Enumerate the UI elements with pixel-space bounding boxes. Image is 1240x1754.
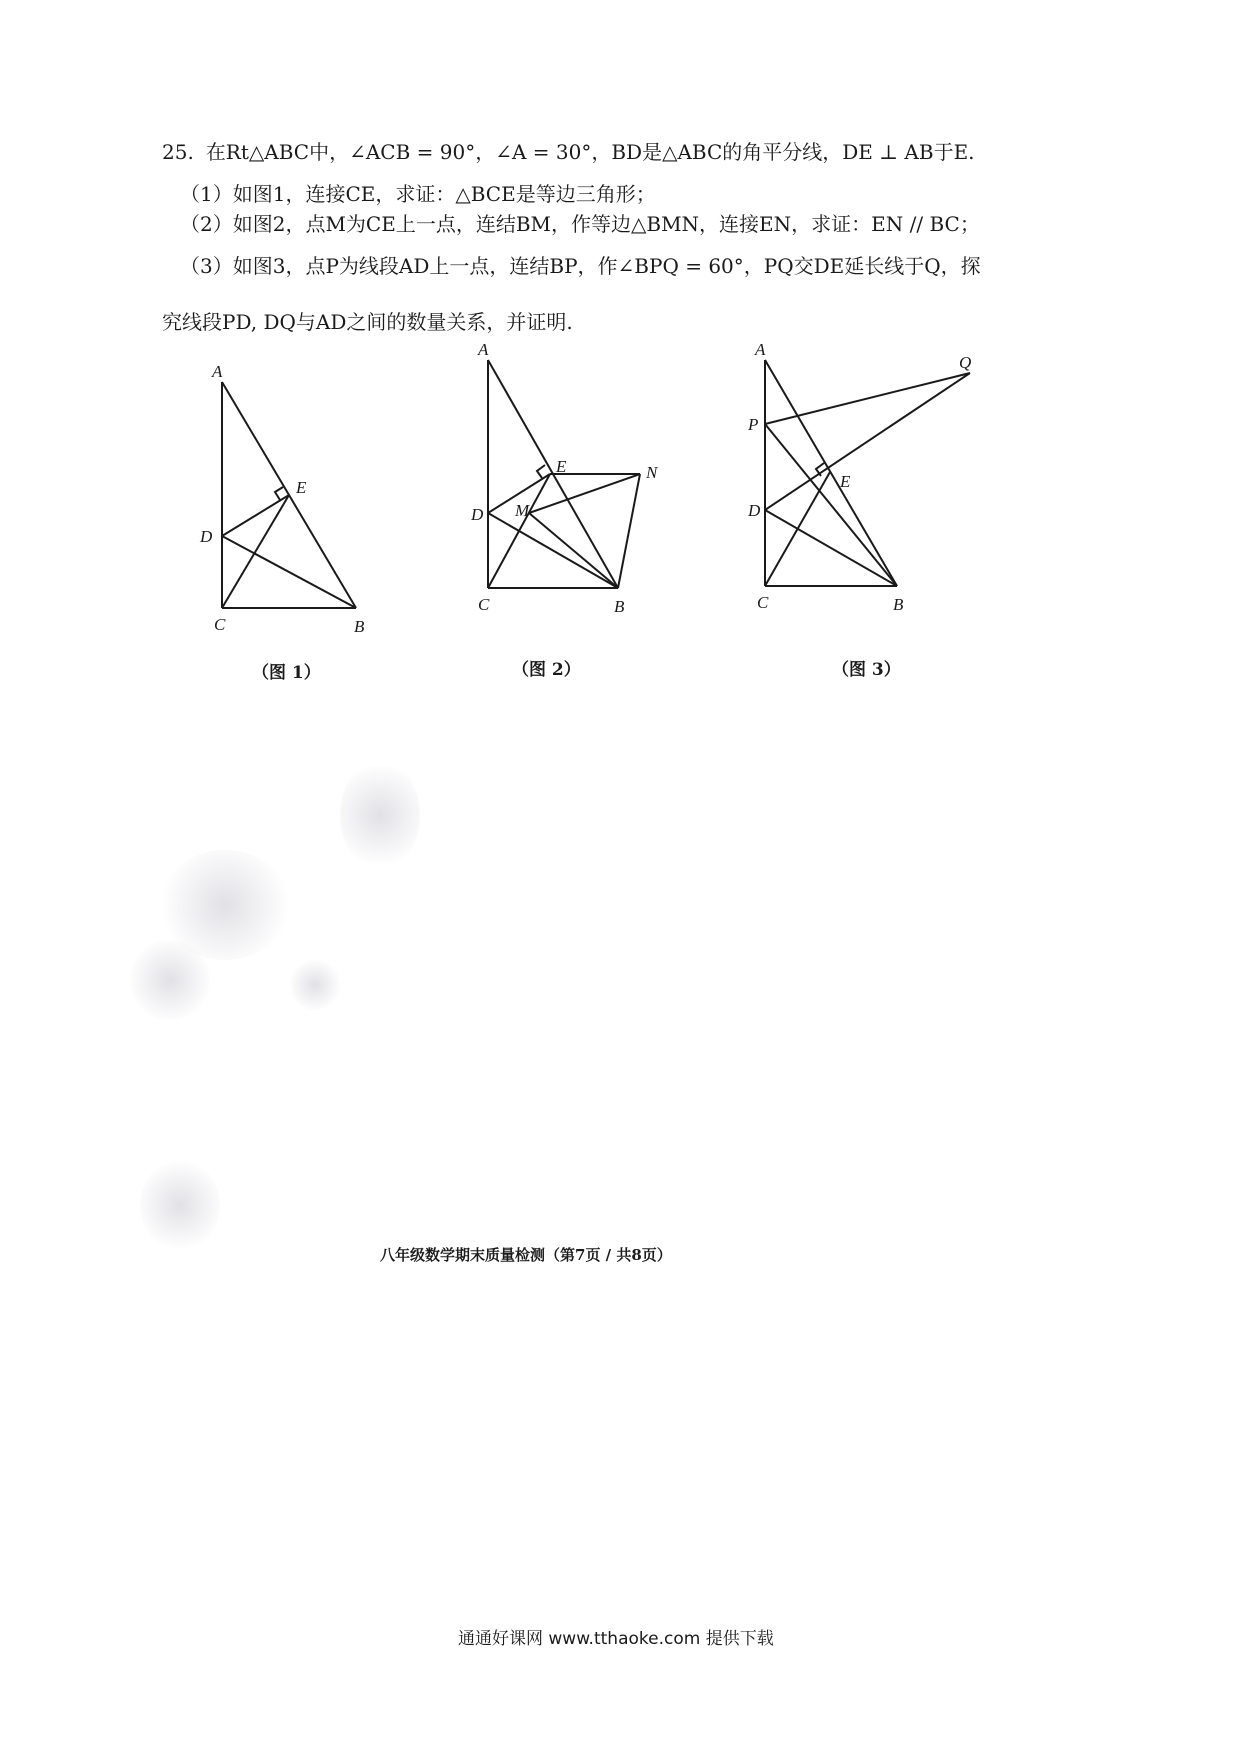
fig2-label-n: N [646, 463, 658, 482]
scan-smudge [290, 960, 340, 1010]
fig2-segment-mb [529, 513, 618, 588]
figure-1-caption: （图 1） [252, 663, 321, 683]
fig2-segment-ce [488, 474, 550, 588]
fig1-segment-ce [222, 495, 289, 608]
fig3-segment-pb [765, 424, 897, 586]
fig2-segment-mn [529, 474, 640, 513]
figure-3-caption: （图 3） [832, 660, 901, 680]
fig3-label-p: P [748, 415, 759, 434]
fig2-label-e: E [556, 457, 567, 476]
fig1-segment-db [222, 536, 356, 608]
question-part-2: （2）如图2，点M为CE上一点，连结BM，作等边△BMN，连接EN，求证：EN // BC； [180, 212, 980, 236]
fig3-label-q: Q [959, 353, 972, 372]
fig2-segment-nb [618, 474, 640, 588]
figure-2-caption: （图 2） [512, 660, 581, 680]
question-number: 25. [162, 140, 194, 164]
question-part-1: （1）如图1，连接CE，求证：△BCE是等边三角形； [180, 182, 656, 206]
question-part-3-line-2: 究线段PD, DQ与AD之间的数量关系，并证明. [162, 310, 573, 334]
fig2-label-a: A [478, 340, 489, 359]
fig1-segment-de [222, 495, 289, 536]
fig1-label-d: D [200, 527, 213, 546]
page-footer: 八年级数学期末质量检测（第7页 / 共8页） [380, 1246, 672, 1264]
question-part-3-line-1: （3）如图3，点P为线段AD上一点，连结BP，作∠BPQ = 60°，PQ交DE延长线于Q，探 [180, 254, 981, 278]
question-stem [162, 138, 975, 166]
scan-smudge [130, 940, 210, 1020]
fig2-label-m: M [515, 501, 530, 520]
fig1-label-a: A [212, 362, 223, 381]
fig3-label-c: C [757, 593, 769, 612]
fig3-segment-dq [765, 373, 970, 510]
fig3-segment-pq [765, 373, 970, 424]
scan-smudge [340, 760, 420, 870]
figure-3 [745, 338, 985, 618]
fig3-segment-db [765, 510, 897, 586]
fig2-right-angle-mark [537, 465, 545, 478]
figure-3-diagram [745, 338, 985, 618]
scan-smudge [140, 1160, 220, 1250]
fig3-label-a: A [755, 340, 766, 359]
fig2-label-b: B [614, 597, 625, 616]
fig1-label-e: E [296, 478, 307, 497]
figure-1 [190, 360, 390, 640]
figure-2-diagram [468, 338, 688, 618]
fig1-label-b: B [354, 617, 365, 636]
fig3-label-d: D [748, 501, 761, 520]
fig3-label-b: B [893, 595, 904, 614]
fig1-right-angle-mark [275, 487, 283, 500]
question-stem-text: 在Rt△ABC中，∠ACB = 90°，∠A = 30°，BD是△ABC的角平分线，DE ⊥ AB于E. [205, 140, 975, 164]
download-watermark: 通通好课网 www.tthaoke.com 提供下载 [458, 1629, 774, 1649]
fig2-label-c: C [478, 595, 490, 614]
fig2-label-d: D [471, 505, 484, 524]
figure-2 [468, 338, 688, 618]
fig1-label-c: C [214, 615, 226, 634]
figure-1-diagram [190, 360, 390, 640]
fig3-label-e: E [840, 472, 851, 491]
